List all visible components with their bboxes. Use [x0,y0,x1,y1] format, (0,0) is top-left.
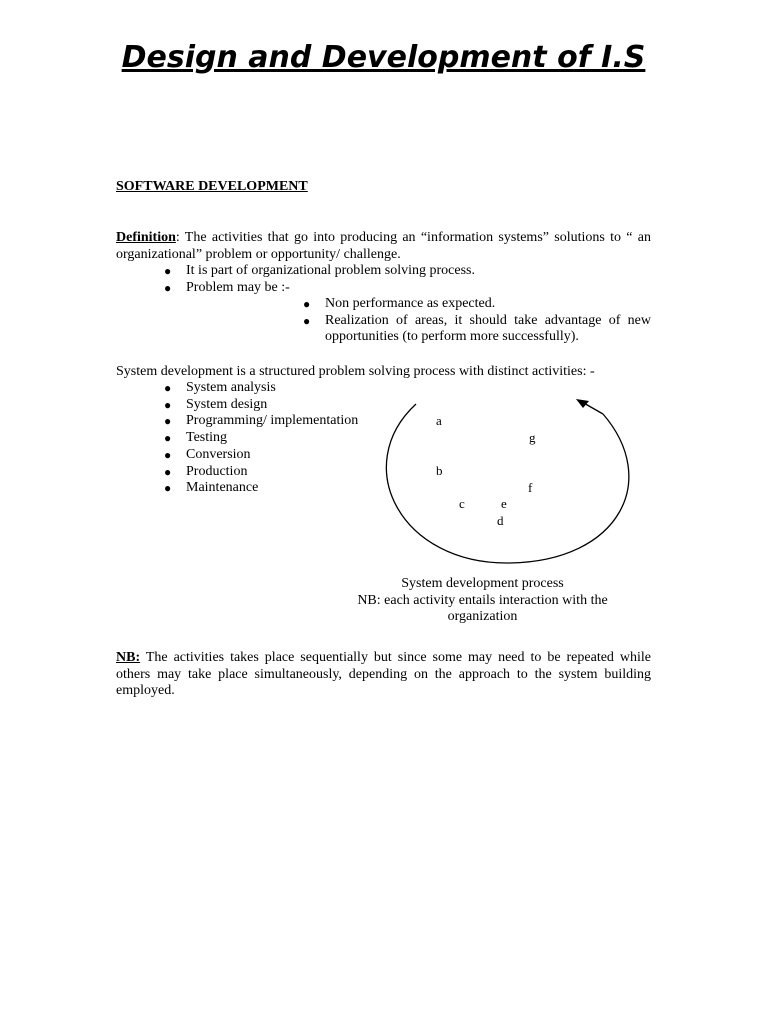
diagram-label-d: d [497,513,504,528]
nb-label: NB: [116,650,141,665]
arrowhead-icon [576,399,589,408]
system-development-cycle-diagram [370,390,650,580]
system-development-intro: System development is a structured problem solving process with distinct activities: - [116,364,595,379]
diagram-label-g: g [529,430,536,445]
bullet-icon: ● [303,297,311,311]
definition-points-list [164,263,651,296]
list-item: ● Conversion [164,446,251,462]
section-heading: SOFTWARE DEVELOPMENT [116,179,308,194]
diagram-label-e: e [501,496,507,511]
caption-line-1: System development process [401,576,564,591]
bullet-icon: ● [164,464,172,479]
bullet-icon: ● [164,431,172,446]
list-item: ● Testing [164,430,228,446]
list-item: ● Production [164,463,248,479]
nb-text: The activities takes place sequentially but since some may need to be repeated while others may take place simultaneously, depending on the approach to the system building employed. [116,650,651,698]
list-item: ● System design [164,396,268,412]
nb-paragraph [116,650,651,700]
list-item: ● System analysis [164,380,276,395]
bullet-icon: ● [164,280,172,295]
problem-points-list [303,296,651,346]
list-item: ● It is part of organizational problem solving process. [164,263,476,278]
definition-label: Definition [116,230,176,245]
bullet-icon: ● [164,397,172,412]
bullet-icon: ● [164,447,172,462]
diagram-label-c: c [459,496,465,511]
bullet-icon: ● [164,264,172,278]
bullet-icon: ● [164,381,172,395]
diagram-label-b: b [436,463,443,478]
diagram-caption [330,576,635,626]
diagram-label-f: f [528,480,533,495]
bullet-icon: ● [303,313,311,328]
list-item: ● Non performance as expected. [303,296,496,311]
diagram-label-a: a [436,413,442,428]
bullet-icon: ● [164,481,172,496]
bullet-icon: ● [164,414,172,429]
list-item: ● Realization of areas, it should take advantage of new opportunities (to perform more successfully). [303,312,651,345]
list-item: ● Problem may be :- [164,279,290,295]
definition-paragraph [116,230,651,263]
document-title: Design and Development of I.S [121,40,646,75]
definition-text: : The activities that go into producing an “information systems” solutions to “ an organizational” problem or opportunity/ challenge. [116,230,651,262]
activities-list [164,380,386,497]
cycle-arc [386,404,628,563]
list-item: ● Maintenance [164,480,259,496]
caption-line-2: NB: each activity entails interaction with the organization [357,592,608,625]
list-item: ● Programming/ implementation [164,413,359,429]
